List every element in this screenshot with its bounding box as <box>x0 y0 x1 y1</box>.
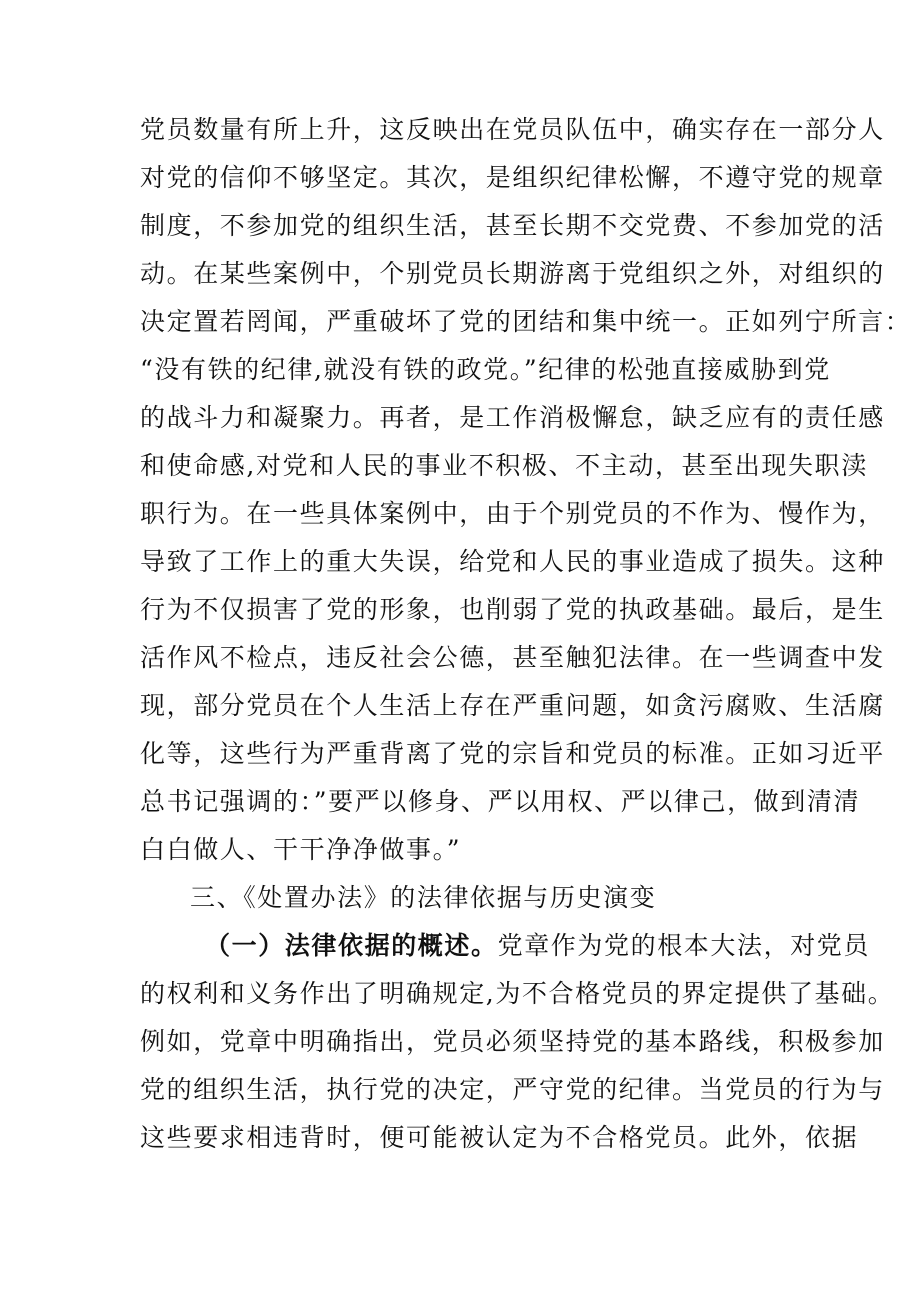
body-text-line: 的权利和义务作出了明确规定,为不合格党员的界定提供了基础。 <box>140 979 895 1008</box>
body-text-line: 现，部分党员在个人生活上存在严重问题，如贪污腐败、生活腐 <box>140 691 885 720</box>
body-text-line: 行为不仅损害了党的形象，也削弱了党的执政基础。最后，是生 <box>140 595 885 624</box>
body-text-line: 导致了工作上的重大失误，给党和人民的事业造成了损失。这种 <box>140 547 885 576</box>
subsection-first-line-text: 党章作为党的根本大法，对党员 <box>497 931 871 960</box>
body-text-line: 总书记强调的：”要严以修身、严以用权、严以律己，做到清清 <box>140 787 861 816</box>
body-text-line: 例如，党章中明确指出，党员必须坚持党的基本路线，积极参加 <box>140 1027 885 1056</box>
body-text-line: 白白做人、干干净净做事。” <box>140 835 462 864</box>
subsection-title: （一）法律依据的概述。 <box>205 931 498 960</box>
body-text-line: 党的组织生活，执行党的决定，严守党的纪律。当党员的行为与 <box>140 1075 885 1104</box>
body-text-line: 动。在某些案例中，个别党员长期游离于党组织之外，对组织的 <box>140 259 885 288</box>
subsection-paragraph-start <box>205 930 870 962</box>
body-text-line: 决定置若罔闻，严重破坏了党的团结和集中统一。正如列宁所言： <box>140 307 912 336</box>
body-text-line: 这些要求相违背时，便可能被认定为不合格党员。此外，依据 <box>140 1123 859 1152</box>
section-heading: 三、《处置办法》的法律依据与历史演变 <box>190 883 657 912</box>
body-text-line: 对党的信仰不够坚定。其次，是组织纪律松懈，不遵守党的规章 <box>140 163 885 192</box>
body-text-line: 的战斗力和凝聚力。再者，是工作消极懈怠，缺乏应有的责任感 <box>140 403 885 432</box>
body-text-line: 和使命感,对党和人民的事业不积极、不主动，甚至出现失职渎 <box>140 451 868 480</box>
body-text-line: 职行为。在一些具体案例中，由于个别党员的不作为、慢作为， <box>140 499 885 528</box>
body-text-line: 活作风不检点，违反社会公德，甚至触犯法律。在一些调查中发 <box>140 643 885 672</box>
body-text-line: “没有铁的纪律,就没有铁的政党。”纪律的松弛直接威胁到党 <box>140 355 831 384</box>
body-text-line: 党员数量有所上升，这反映出在党员队伍中，确实存在一部分人 <box>140 115 885 144</box>
body-text-line: 化等，这些行为严重背离了党的宗旨和党员的标准。正如习近平 <box>140 739 885 768</box>
body-text-line: 制度，不参加党的组织生活，甚至长期不交党费、不参加党的活 <box>140 211 885 240</box>
